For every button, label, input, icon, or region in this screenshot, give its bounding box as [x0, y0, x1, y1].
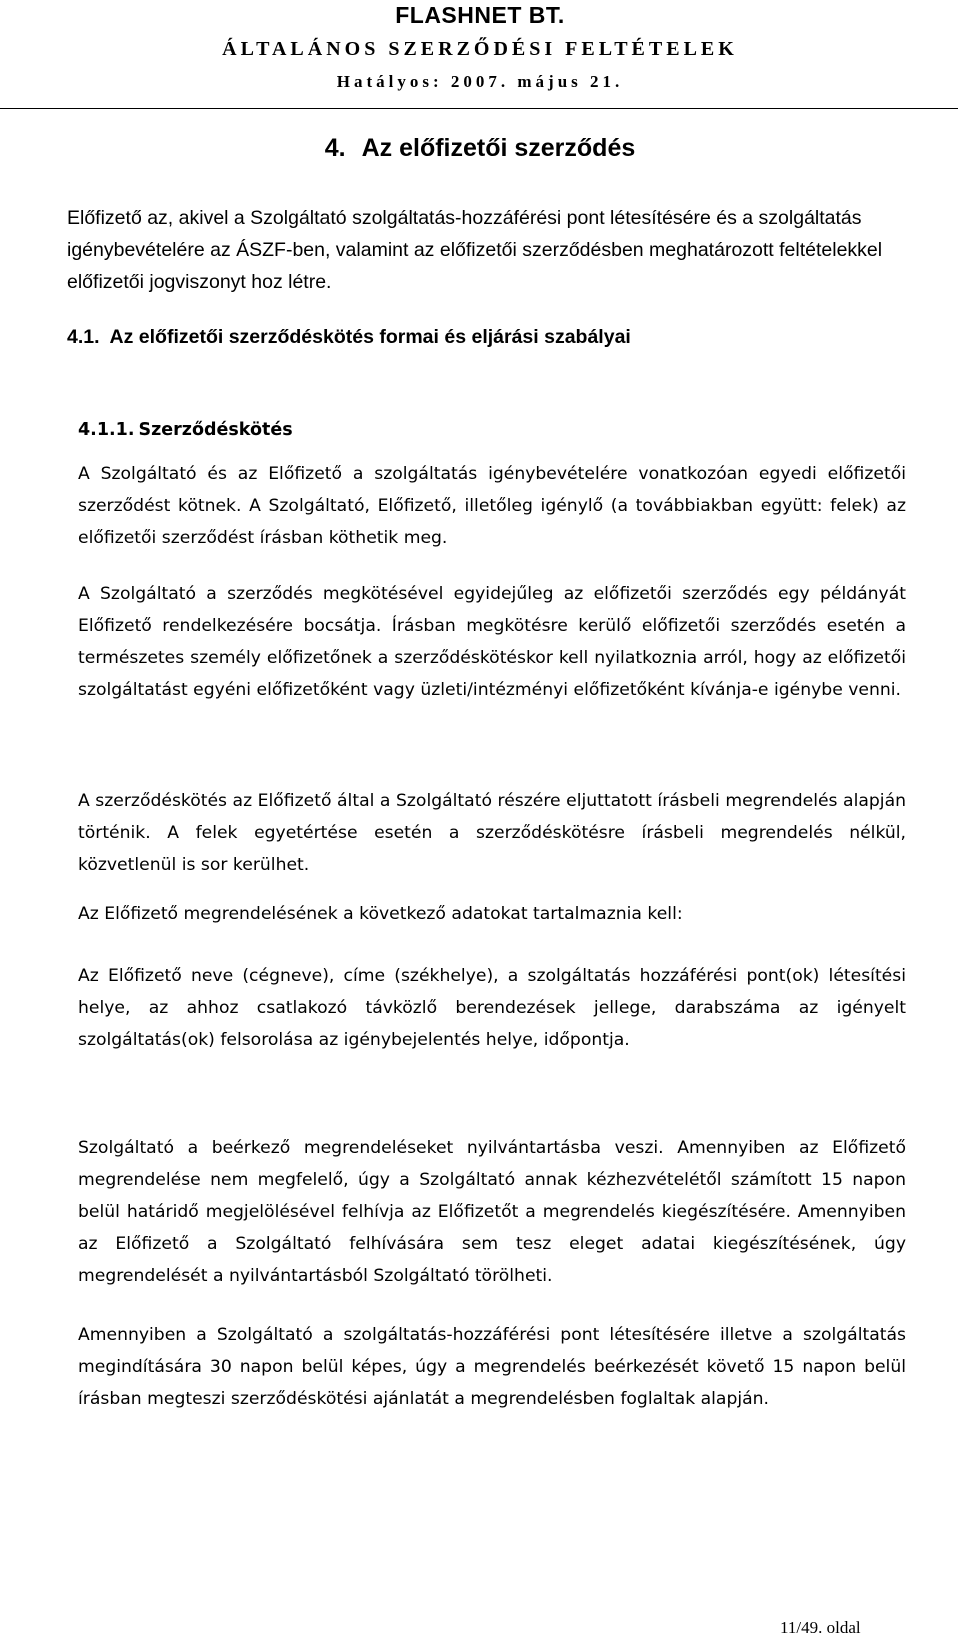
section-heading — [0, 134, 960, 163]
section-intro-paragraph: Előfizető az, akivel a Szolgáltató szolgáltatás-hozzáférési pont létesítésére és a szolgáltatás igénybevételére az ÁSZF-ben, valamint az előfizetői szerződésben meghatározott feltételekkel előfizetői jogviszonyt hoz létre. — [67, 207, 883, 293]
paragraph: Amennyiben a Szolgáltató a szolgáltatás-hozzáférési pont létesítésére illetve a szolgáltatás megindítására 30 napon belül képes, úgy a megrendelés beérkezését követő 15 napon belül írásban megteszi szerződéskötési ajánlatát a megrendelésben foglaltak alapján. — [78, 1325, 906, 1409]
section-number: 4. — [324, 134, 346, 162]
paragraph: Az Előfizető neve (cégneve), címe (székhelye), a szolgáltatás hozzáférési pont(ok) létesítési helye, az ahhoz csatlakozó távközlő berendezések jellege, darabszáma az igényelt szolgáltatás(ok) felsorolása az igénybejelentés helye, időpontja. — [78, 966, 906, 1050]
subsubsection-heading — [78, 420, 293, 440]
effective-date: Hatályos: 2007. május 21. — [336, 72, 624, 91]
subsubsection-title: Szerződéskötés — [138, 420, 293, 440]
paragraph: A Szolgáltató a szerződés megkötésével egyidejűleg az előfizetői szerződés egy példányát Előfizető rendelkezésére bocsátja. Írásban megkötésre kerülő előfizetői szerződés esetén a természetes személy előfizetőnek a szerződéskötéskor kell nyilatkoznia arról, hogy az előfizetői szolgáltatást egyéni előfizetőként vagy üzleti/intézményi előfizetőként kívánja-e igénybe venni. — [78, 584, 906, 700]
section-title: Az előfizetői szerződés — [361, 134, 636, 162]
subsection-number: 4.1. — [67, 326, 100, 348]
paragraph: A szerződéskötés az Előfizető által a Szolgáltató részére eljuttatott írásbeli megrendelés alapján történik. A felek egyetértése esetén a szerződéskötésre írásbeli megrendelés nélkül, közvetlenül is sor kerülhet. — [78, 791, 906, 875]
document-title: ÁLTALÁNOS SZERZŐDÉSI FELTÉTELEK — [222, 38, 738, 60]
page-number: 11/49. oldal — [780, 1618, 861, 1637]
subsection-title: Az előfizetői szerződéskötés formai és eljárási szabályai — [109, 326, 631, 348]
company-name: FLASHNET BT. — [395, 2, 565, 28]
paragraph: Szolgáltató a beérkező megrendeléseket nyilvántartásba veszi. Amennyiben az Előfizető megrendelése nem megfelelő, úgy a Szolgáltató annak kézhezvételétől számított 15 napon belül határidő megjelölésével felhívja az Előfizetőt a megrendelés kiegészítésére. Amennyiben az Előfizető a Szolgáltató felhívására sem tesz eleget adatai kiegészítésének, úgy megrendelését a nyilvántartásból Szolgáltató törölheti. — [78, 1138, 906, 1286]
page-header — [0, 0, 960, 110]
paragraph: Az Előfizető megrendelésének a következő adatokat tartalmaznia kell: — [78, 904, 683, 924]
subsection-heading — [67, 326, 631, 349]
header-divider — [0, 108, 958, 109]
paragraph: A Szolgáltató és az Előfizető a szolgáltatás igénybevételére vonatkozóan egyedi előfizetői szerződést kötnek. A Szolgáltató, Előfizető, illetőleg igénylő (a továbbiakban együtt: felek) az előfizetői szerződést írásban köthetik meg. — [78, 464, 906, 548]
subsubsection-number: 4.1.1. — [78, 420, 135, 440]
